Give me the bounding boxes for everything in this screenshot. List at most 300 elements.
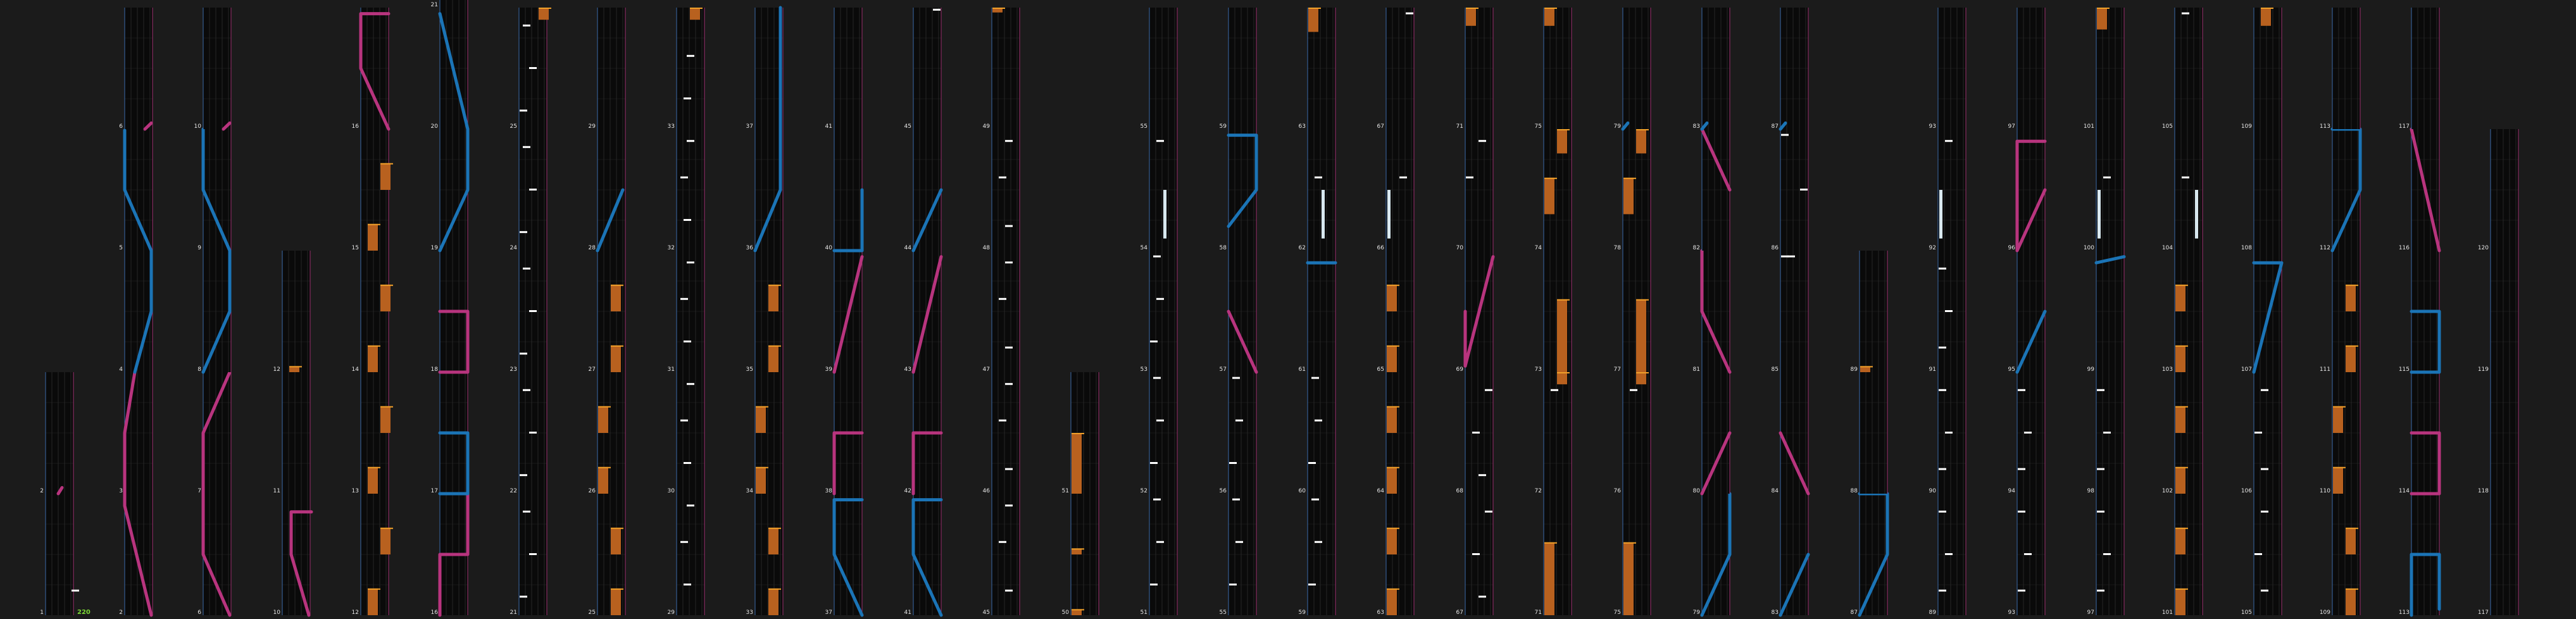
tap-note	[1232, 499, 1240, 501]
hold-note	[768, 589, 778, 615]
measure-number: 85	[1771, 366, 1779, 373]
measure-number: 6	[119, 123, 123, 130]
measure-number: 63	[1298, 123, 1306, 130]
measure-number: 22	[510, 488, 517, 494]
measure-number: 29	[588, 123, 596, 130]
measure-number: 43	[904, 366, 911, 373]
measure-number: 2	[40, 488, 44, 494]
hold-edge	[2333, 406, 2346, 408]
hold-edge	[2097, 8, 2110, 9]
tap-note	[1485, 389, 1492, 391]
measure-number: 55	[1140, 123, 1147, 130]
tap-note	[520, 231, 527, 233]
tap-note	[684, 219, 691, 221]
hold-edge	[611, 528, 623, 529]
tap-note	[2024, 432, 2032, 434]
tap-note	[1232, 377, 1240, 379]
measure-number: 70	[1456, 245, 1463, 251]
tap-note	[2024, 553, 2032, 555]
hold-edge	[368, 589, 380, 590]
hold-edge	[690, 8, 703, 9]
measure-number: 16	[351, 123, 359, 130]
hold-note	[1623, 178, 1634, 215]
tap-note	[520, 353, 527, 354]
measure-number: 63	[1377, 610, 1384, 616]
tap-note	[2103, 177, 2111, 178]
measure-number: 76	[1613, 488, 1621, 494]
measure-number: 26	[588, 488, 596, 494]
tap-note	[1939, 389, 1946, 391]
tap-note	[2018, 468, 2025, 470]
measure-number: 91	[1929, 366, 1936, 373]
hold-note	[1308, 8, 1318, 32]
tap-note	[1229, 584, 1237, 585]
hold-note	[2346, 589, 2356, 615]
measure-number: 36	[746, 245, 753, 251]
tap-note	[1156, 541, 1164, 543]
measure-number: 42	[904, 488, 911, 494]
tap-note	[2261, 590, 2268, 592]
hold-edge	[2175, 467, 2188, 468]
hold-edge	[289, 366, 302, 367]
measure-number: 19	[430, 245, 438, 251]
hold-edge	[1636, 299, 1649, 301]
tap-note	[2097, 468, 2104, 470]
hold-note	[1636, 372, 1646, 384]
tap-note	[1150, 462, 1158, 464]
tap-note	[1005, 347, 1013, 349]
measure-number: 71	[1534, 610, 1542, 616]
measure-number: 93	[1929, 123, 1936, 130]
measure-number: 107	[2241, 366, 2252, 373]
hold-edge	[1623, 542, 1636, 544]
hold-note	[380, 528, 391, 554]
measure-number: 88	[1850, 488, 1858, 494]
hold-edge	[2346, 589, 2358, 590]
hold-edge	[1544, 178, 1557, 179]
tap-note	[2182, 177, 2189, 178]
tap-note	[1156, 140, 1164, 142]
measure-number: 49	[982, 123, 990, 130]
measure-number: 21	[510, 610, 517, 616]
hold-edge	[598, 467, 611, 468]
measure-number: 30	[667, 488, 675, 494]
tap-note	[999, 420, 1006, 422]
tap-note	[1939, 468, 1946, 470]
hold-edge	[1636, 372, 1649, 373]
measure-number: 2	[119, 610, 123, 616]
tap-note	[1153, 377, 1161, 379]
measure-number: 68	[1456, 488, 1463, 494]
measure-number: 37	[746, 123, 753, 130]
measure-number: 38	[825, 488, 832, 494]
tap-note	[1466, 177, 1473, 178]
measure-number: 98	[2087, 488, 2094, 494]
tap-note	[1153, 499, 1161, 501]
tap-note	[1939, 511, 1946, 513]
tap-note	[1787, 256, 1795, 258]
measure-number: 97	[2087, 610, 2094, 616]
flick-note	[1322, 190, 1325, 239]
tap-note	[999, 298, 1006, 300]
tap-note	[680, 177, 688, 178]
measure-number: 86	[1771, 245, 1779, 251]
hold-edge	[1387, 285, 1399, 286]
hold-edge	[2175, 528, 2188, 529]
measure-number: 32	[667, 245, 675, 251]
hold-edge	[380, 163, 393, 165]
hold-note	[2175, 406, 2185, 433]
measure-number: 21	[430, 2, 438, 8]
measure-number: 15	[351, 245, 359, 251]
hold-note	[611, 589, 621, 615]
measure-number: 3	[119, 488, 123, 494]
tap-note	[2103, 432, 2111, 434]
measure-number: 78	[1613, 245, 1621, 251]
hold-note	[1623, 542, 1634, 615]
measure-number: 8	[197, 366, 201, 373]
measure-number: 118	[2477, 488, 2489, 494]
measure-number: 104	[2161, 245, 2173, 251]
hold-note	[1387, 589, 1397, 615]
hold-note	[1557, 129, 1567, 153]
measure-number: 17	[430, 488, 438, 494]
tap-note	[1311, 377, 1319, 379]
tap-note	[1939, 347, 1946, 349]
hold-edge	[2346, 346, 2358, 347]
hold-edge	[1072, 609, 1084, 610]
tap-note	[2254, 553, 2262, 555]
measure-number: 12	[273, 366, 280, 373]
hold-note	[2333, 467, 2343, 494]
tap-note	[1005, 225, 1013, 227]
measure-number: 77	[1613, 366, 1621, 373]
measure-number: 87	[1771, 123, 1779, 130]
hold-note	[2175, 589, 2185, 615]
hold-edge	[368, 467, 380, 468]
hold-note	[368, 224, 378, 251]
tap-note	[2018, 389, 2025, 391]
measure-number: 9	[197, 245, 201, 251]
measure-number: 99	[2087, 366, 2094, 373]
hold-edge	[1308, 8, 1321, 9]
tap-note	[2261, 389, 2268, 391]
hold-note	[2333, 406, 2343, 433]
measure-number: 53	[1140, 366, 1147, 373]
measure-number: 69	[1456, 366, 1463, 373]
hold-note	[768, 346, 778, 372]
measure-number: 109	[2241, 123, 2252, 130]
tap-note	[1005, 590, 1013, 592]
measure-number: 66	[1377, 245, 1384, 251]
hold-note	[1387, 467, 1397, 494]
measure-number: 57	[1219, 366, 1227, 373]
measure-number: 96	[2008, 245, 2015, 251]
tap-note	[1485, 511, 1492, 513]
hold-edge	[539, 8, 551, 9]
hold-edge	[1466, 8, 1479, 9]
tap-note	[1939, 590, 1946, 592]
measure-number: 64	[1377, 488, 1384, 494]
measure-number: 52	[1140, 488, 1147, 494]
hold-edge	[768, 589, 781, 590]
hold-edge	[611, 346, 623, 347]
measure-number: 27	[588, 366, 596, 373]
measure-number: 45	[904, 123, 911, 130]
tap-note	[680, 541, 688, 543]
tap-note	[1005, 140, 1013, 142]
hold-edge	[1387, 346, 1399, 347]
hold-note	[1557, 299, 1567, 372]
tap-note	[1005, 504, 1013, 506]
tap-note	[684, 584, 691, 585]
tap-note	[523, 146, 530, 148]
measure-number: 41	[904, 610, 911, 616]
tap-note	[1945, 553, 1953, 555]
hold-edge	[1557, 372, 1570, 373]
hold-note	[368, 467, 378, 494]
hold-note	[1544, 542, 1554, 615]
hold-note	[1636, 299, 1646, 372]
measure-number: 90	[1929, 488, 1936, 494]
hold-note	[368, 346, 378, 372]
hold-edge	[756, 406, 768, 408]
measure-number: 33	[746, 610, 753, 616]
measure-number: 10	[194, 123, 201, 130]
tap-note	[1235, 541, 1243, 543]
measure-number: 25	[510, 123, 517, 130]
measure-number: 35	[746, 366, 753, 373]
measure-number: 119	[2477, 366, 2489, 373]
hold-edge	[1544, 8, 1557, 9]
hold-note	[2175, 285, 2185, 311]
measure-number: 51	[1061, 488, 1069, 494]
hold-edge	[756, 467, 768, 468]
hold-note	[380, 163, 391, 190]
tap-note	[523, 389, 530, 391]
hold-note	[598, 406, 608, 433]
tap-note	[1156, 420, 1164, 422]
measure-number: 44	[904, 245, 911, 251]
flick-note	[2195, 190, 2198, 239]
tap-note	[2097, 389, 2104, 391]
measure-number: 112	[2319, 245, 2330, 251]
hold-edge	[1557, 129, 1570, 130]
measure-number: 103	[2161, 366, 2173, 373]
measure-number: 4	[119, 366, 123, 373]
hold-edge	[611, 589, 623, 590]
tap-note	[684, 462, 691, 464]
measure-number: 67	[1456, 610, 1463, 616]
hold-note	[1466, 8, 1476, 26]
flick-note	[2098, 190, 2101, 239]
hold-edge	[1557, 299, 1570, 301]
hold-edge	[1387, 528, 1399, 529]
flick-note	[1939, 190, 1942, 239]
hold-note	[2346, 528, 2356, 554]
measure-number: 48	[982, 245, 990, 251]
measure-number: 34	[746, 488, 753, 494]
measure-number: 5	[119, 245, 123, 251]
tap-note	[2018, 590, 2025, 592]
tap-note	[1472, 553, 1480, 555]
tap-note	[520, 474, 527, 476]
measure-number: 108	[2241, 245, 2252, 251]
measure-number: 89	[1850, 366, 1858, 373]
measure-number: 81	[1692, 366, 1700, 373]
hold-note	[2175, 467, 2185, 494]
hold-note	[756, 467, 766, 494]
hold-note	[2097, 8, 2107, 30]
measure-number: 11	[273, 488, 280, 494]
measure-number: 83	[1692, 123, 1700, 130]
hold-edge	[2175, 589, 2188, 590]
tap-note	[2103, 553, 2111, 555]
tap-note	[1472, 432, 1480, 434]
measure-number: 46	[982, 488, 990, 494]
hold-edge	[1387, 406, 1399, 408]
measure-number: 55	[1219, 610, 1227, 616]
tap-note	[687, 55, 694, 57]
measure-number: 101	[2161, 610, 2173, 616]
tap-note	[1156, 298, 1164, 300]
measure-number: 18	[430, 366, 438, 373]
measure-number: 101	[2083, 123, 2094, 130]
tap-note	[1229, 462, 1237, 464]
hold-note	[539, 8, 549, 20]
tap-note	[1153, 256, 1161, 258]
tap-note	[1150, 341, 1158, 342]
hold-edge	[1387, 467, 1399, 468]
measure-number: 79	[1613, 123, 1621, 130]
tap-note	[687, 383, 694, 385]
measure-number: 117	[2477, 610, 2489, 616]
tap-note	[1315, 420, 1322, 422]
measure-number: 117	[2398, 123, 2410, 130]
measure-number: 31	[667, 366, 675, 373]
measure-number: 71	[1456, 123, 1463, 130]
measure-number: 56	[1219, 488, 1227, 494]
tap-note	[2254, 432, 2262, 434]
measure-number: 111	[2319, 366, 2330, 373]
tap-note	[1406, 13, 1413, 15]
tap-note	[1479, 596, 1486, 597]
hold-note	[611, 528, 621, 554]
measure-number: 84	[1771, 488, 1779, 494]
measure-number: 61	[1298, 366, 1306, 373]
measure-number: 41	[825, 123, 832, 130]
tap-note	[523, 25, 530, 27]
combo-count: 220	[77, 609, 91, 616]
hold-note	[598, 467, 608, 494]
tap-note	[1308, 462, 1316, 464]
measure-number: 106	[2241, 488, 2252, 494]
measure-number: 29	[667, 610, 675, 616]
tap-note	[2018, 511, 2025, 513]
measure-number: 74	[1534, 245, 1542, 251]
hold-note	[1544, 178, 1554, 215]
tap-note	[1479, 474, 1486, 476]
hold-edge	[368, 346, 380, 347]
tap-note	[999, 177, 1006, 178]
tap-note	[2097, 511, 2104, 513]
measure-number: 109	[2319, 610, 2330, 616]
measure-number: 116	[2398, 245, 2410, 251]
tap-note	[1005, 261, 1013, 263]
tap-note	[1939, 268, 1946, 270]
hold-edge	[2333, 467, 2346, 468]
tap-note	[1235, 420, 1243, 422]
tap-note	[1311, 499, 1319, 501]
hold-note	[768, 528, 778, 554]
measure-number: 105	[2241, 610, 2252, 616]
hold-note	[2346, 285, 2356, 311]
hold-edge	[380, 406, 393, 408]
tap-note	[1945, 140, 1953, 142]
tap-note	[2097, 590, 2104, 592]
hold-note	[756, 406, 766, 433]
tap-note	[520, 109, 527, 111]
hold-note	[1387, 346, 1397, 372]
hold-edge	[1544, 542, 1557, 544]
measure-number: 100	[2083, 245, 2094, 251]
flick-note	[1387, 190, 1391, 239]
tap-note	[684, 341, 691, 342]
tap-note	[1308, 584, 1316, 585]
measure-number: 72	[1534, 488, 1542, 494]
hold-note	[690, 8, 700, 20]
hold-note	[1636, 129, 1646, 153]
measure-number: 58	[1219, 245, 1227, 251]
tap-note	[523, 268, 530, 270]
hold-edge	[611, 285, 623, 286]
hold-edge	[368, 224, 380, 225]
measure-number: 59	[1298, 610, 1306, 616]
measure-number: 87	[1850, 610, 1858, 616]
tap-note	[1945, 432, 1953, 434]
measure-number: 24	[510, 245, 517, 251]
measure-number: 93	[2008, 610, 2015, 616]
hold-note	[380, 406, 391, 433]
measure-bg	[440, 0, 468, 8]
hold-note	[1557, 372, 1567, 384]
measure-number: 83	[1771, 610, 1779, 616]
hold-edge	[1860, 366, 1873, 367]
measure-number: 62	[1298, 245, 1306, 251]
measure-number: 33	[667, 123, 675, 130]
tap-note	[1315, 541, 1322, 543]
measure-number: 113	[2319, 123, 2330, 130]
measure-number: 80	[1692, 488, 1700, 494]
tap-note	[529, 189, 537, 191]
tap-note	[1005, 383, 1013, 385]
hold-edge	[1387, 589, 1399, 590]
hold-note	[1072, 433, 1082, 494]
hold-note	[1544, 8, 1554, 26]
tap-note	[680, 420, 688, 422]
measure-number: 16	[430, 610, 438, 616]
hold-edge	[2175, 285, 2188, 286]
measure-number: 7	[197, 488, 201, 494]
measure-number: 14	[351, 366, 359, 373]
tap-note	[523, 511, 530, 513]
tap-note	[2182, 13, 2189, 15]
hold-edge	[2346, 285, 2358, 286]
tap-note	[1005, 468, 1013, 470]
tap-note	[687, 140, 694, 142]
hold-edge	[1636, 129, 1649, 130]
hold-edge	[1072, 548, 1084, 549]
